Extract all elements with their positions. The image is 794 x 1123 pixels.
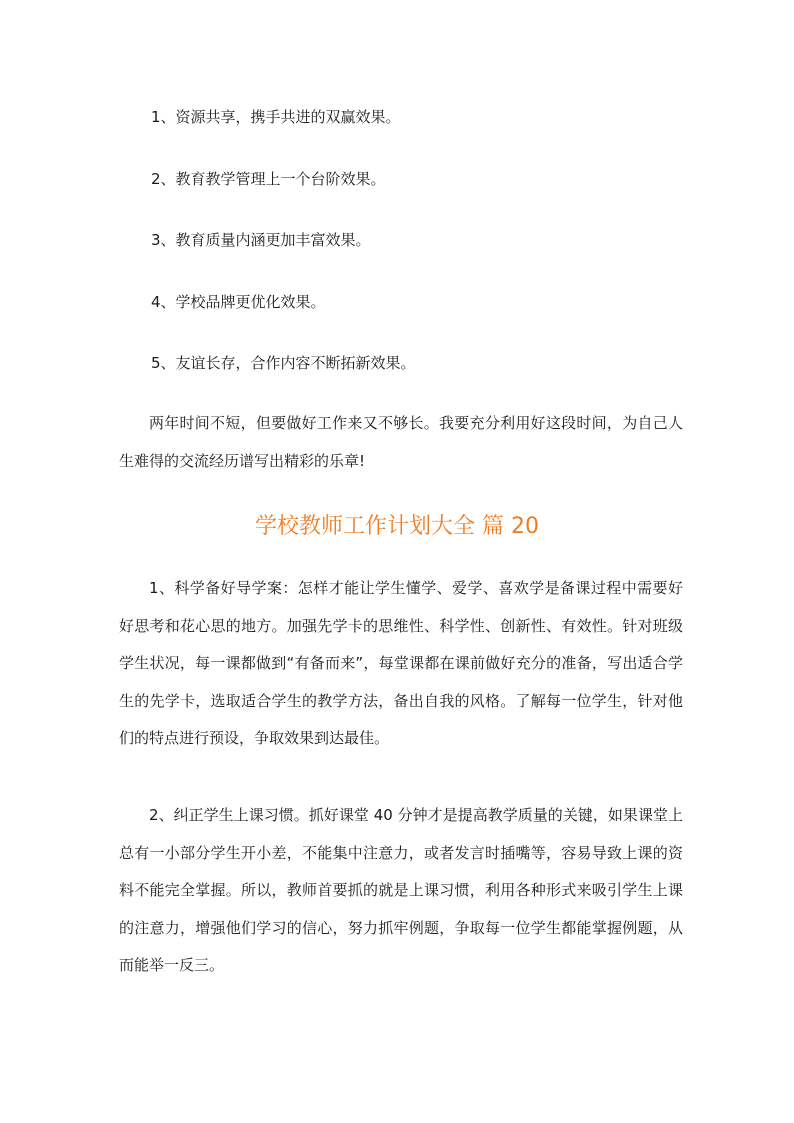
list-item: 2、教育教学管理上一个台阶效果。 [151,170,386,188]
closing-paragraph: 两年时间不短，但要做好工作来又不够长。我要充分利用好这段时间，为自己人生难得的交流经历谱写出精彩的乐章! [119,414,683,470]
list-item: 3、教育质量内涵更加丰富效果。 [151,231,371,249]
list-item: 5、友谊长存，合作内容不断拓新效果。 [151,354,416,372]
list-item: 4、学校品牌更优化效果。 [151,293,326,311]
list-item: 1、资源共享，携手共进的双赢效果。 [151,108,401,126]
section-heading: 学校教师工作计划大全 篇 20 [255,514,539,539]
body-paragraph: 2、纠正学生上课习惯。抓好课堂 40 分钟才是提高教学质量的关键，如果课堂上总有一小部分学生开小差，不能集中注意力，或者发言时插嘴等，容易导致上课的资料不能完全掌握。所以，教师首要抓的就是上课习惯，利用各种形式来吸引学生上课的注意力，增强他们学习的信心，努力抓牢例题，争取每一位学生都能掌握例题，从而能举一反三。 [119,806,683,974]
body-paragraph: 1、科学备好导学案：怎样才能让学生懂学、爱学、喜欢学是备课过程中需要好好思考和花心思的地方。加强先学卡的思维性、科学性、创新性、有效性。针对班级学生状况，每一课都做到“有备而来”，每堂课都在课前做好充分的准备，写出适合学生的先学卡，选取适合学生的教学方法，备出自我的风格。了解每一位学生，针对他们的特点进行预设，争取效果到达最佳。 [119,579,683,747]
